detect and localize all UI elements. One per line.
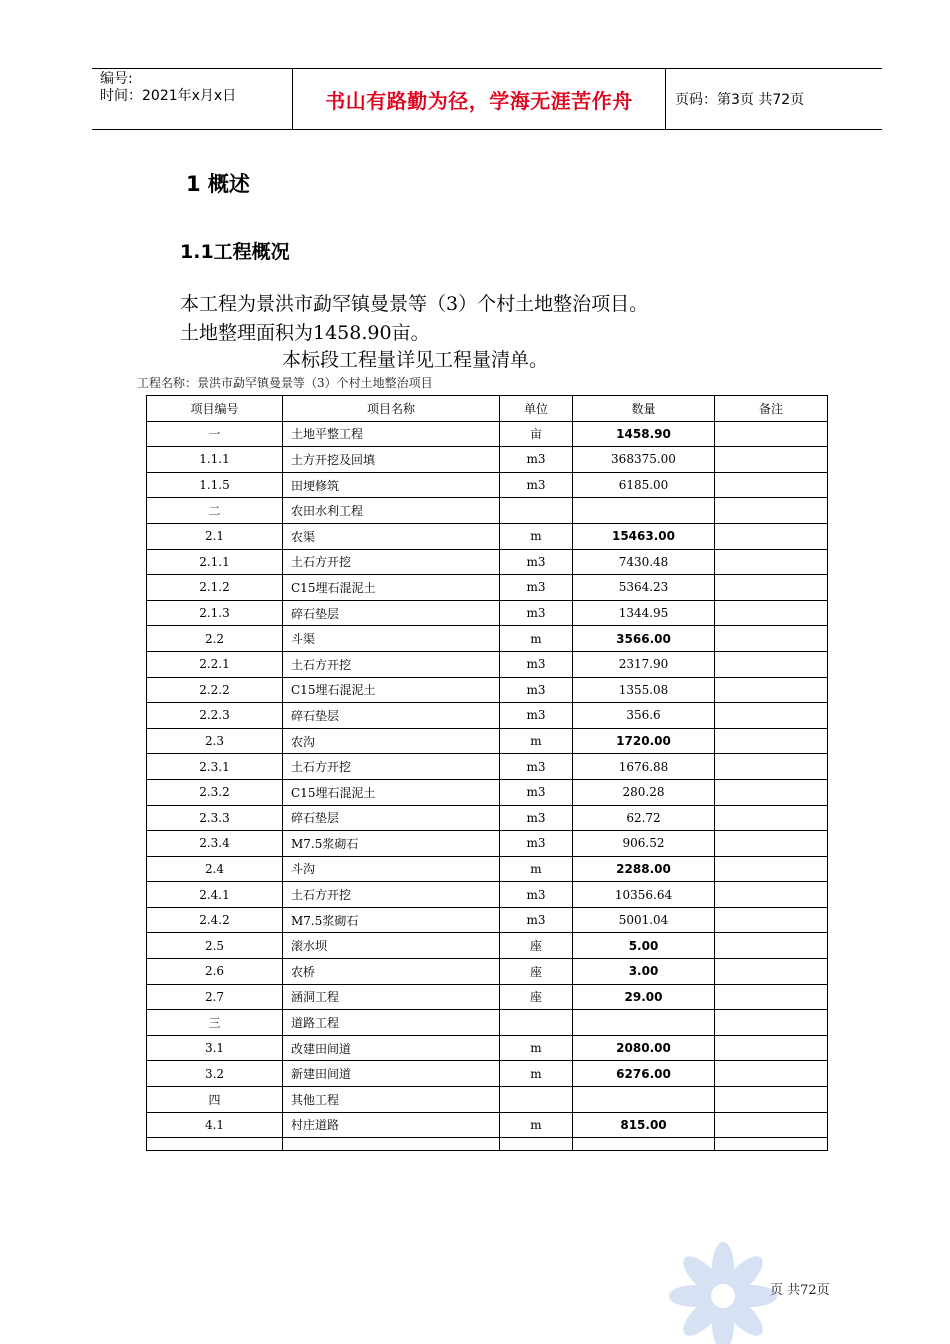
cell-remark (715, 498, 828, 524)
cell-remark (715, 1061, 828, 1087)
cell-empty (147, 1138, 283, 1151)
cell-unit: m (500, 626, 573, 652)
table-row (147, 959, 828, 985)
cell-quantity: 1458.90 (573, 421, 715, 447)
cell-remark (715, 779, 828, 805)
cell-remark (715, 1035, 828, 1061)
cell-code: 2.7 (147, 984, 283, 1010)
cell-name: M7.5浆砌石 (283, 831, 500, 857)
cell-unit: 座 (500, 959, 573, 985)
cell-empty (715, 1138, 828, 1151)
cell-name: 道路工程 (283, 1010, 500, 1036)
cell-unit (500, 498, 573, 524)
cell-quantity: 815.00 (573, 1112, 715, 1138)
cell-name: 斗沟 (283, 856, 500, 882)
cell-remark (715, 421, 828, 447)
table-row (147, 805, 828, 831)
cell-remark (715, 600, 828, 626)
cell-name: 涵洞工程 (283, 984, 500, 1010)
cell-remark (715, 959, 828, 985)
cell-remark (715, 805, 828, 831)
cell-name: C15埋石混泥土 (283, 677, 500, 703)
table-row (147, 933, 828, 959)
cell-name: 土石方开挖 (283, 754, 500, 780)
cell-unit: 座 (500, 933, 573, 959)
table-row-empty (147, 1138, 828, 1151)
header-number-label: 编号: (100, 71, 133, 87)
cell-code: 4.1 (147, 1112, 283, 1138)
page-footer: 页 共72页 (770, 1283, 830, 1298)
cell-name: 碎石垫层 (283, 805, 500, 831)
cell-name: M7.5浆砌石 (283, 907, 500, 933)
cell-name: 农沟 (283, 728, 500, 754)
cell-remark (715, 831, 828, 857)
cell-quantity: 5.00 (573, 933, 715, 959)
cell-unit: m3 (500, 575, 573, 601)
cell-name: 土石方开挖 (283, 882, 500, 908)
cell-remark (715, 549, 828, 575)
table-row (147, 626, 828, 652)
cell-remark (715, 1010, 828, 1036)
cell-quantity: 368375.00 (573, 447, 715, 473)
table-row (147, 907, 828, 933)
cell-code: 三 (147, 1010, 283, 1036)
cell-name: 土地平整工程 (283, 421, 500, 447)
table-row (147, 1087, 828, 1113)
cell-code: 2.3.1 (147, 754, 283, 780)
cell-remark (715, 703, 828, 729)
table-row (147, 728, 828, 754)
cell-unit: m3 (500, 831, 573, 857)
cell-code: 2.1 (147, 523, 283, 549)
watermark-snowflake-icon (668, 1240, 778, 1344)
cell-unit: m3 (500, 805, 573, 831)
table-row (147, 856, 828, 882)
cell-quantity: 3566.00 (573, 626, 715, 652)
cell-quantity (573, 498, 715, 524)
cell-remark (715, 984, 828, 1010)
cell-unit: m3 (500, 907, 573, 933)
table-row (147, 1112, 828, 1138)
cell-unit: 亩 (500, 421, 573, 447)
cell-code: 2.4 (147, 856, 283, 882)
cell-name: 土石方开挖 (283, 651, 500, 677)
cell-quantity: 5001.04 (573, 907, 715, 933)
cell-remark (715, 907, 828, 933)
cell-name: 斗渠 (283, 626, 500, 652)
cell-code: 2.3 (147, 728, 283, 754)
quantity-table (146, 395, 828, 1151)
table-row (147, 651, 828, 677)
cell-quantity: 15463.00 (573, 523, 715, 549)
cell-code: 2.2.3 (147, 703, 283, 729)
cell-remark (715, 523, 828, 549)
cell-name: 农桥 (283, 959, 500, 985)
header-divider (665, 69, 666, 129)
cell-remark (715, 754, 828, 780)
cell-code: 一 (147, 421, 283, 447)
cell-code: 2.1.1 (147, 549, 283, 575)
column-header-code: 项目编号 (147, 396, 283, 422)
table-row (147, 472, 828, 498)
header-motto: 书山有路勤为径，学海无涯苦作舟 (325, 88, 633, 113)
cell-quantity: 62.72 (573, 805, 715, 831)
cell-code: 3.2 (147, 1061, 283, 1087)
cell-quantity: 7430.48 (573, 549, 715, 575)
table-row (147, 600, 828, 626)
cell-code: 2.1.2 (147, 575, 283, 601)
cell-name: 土方开挖及回填 (283, 447, 500, 473)
table-caption: 工程名称：景洪市勐罕镇曼景等（3）个村土地整治项目 (137, 376, 433, 390)
cell-remark (715, 677, 828, 703)
cell-code: 2.2 (147, 626, 283, 652)
cell-quantity: 356.6 (573, 703, 715, 729)
table-row (147, 575, 828, 601)
cell-unit (500, 1010, 573, 1036)
cell-name: 滚水坝 (283, 933, 500, 959)
cell-remark (715, 1112, 828, 1138)
page-header (92, 68, 882, 130)
cell-remark (715, 575, 828, 601)
cell-name: 其他工程 (283, 1087, 500, 1113)
cell-unit: m (500, 728, 573, 754)
cell-code: 1.1.5 (147, 472, 283, 498)
column-header-name: 项目名称 (283, 396, 500, 422)
table-header-row (147, 396, 828, 422)
cell-name: 改建田间道 (283, 1035, 500, 1061)
cell-quantity: 10356.64 (573, 882, 715, 908)
cell-unit: m3 (500, 600, 573, 626)
table-row (147, 498, 828, 524)
cell-unit: m3 (500, 447, 573, 473)
cell-quantity: 6185.00 (573, 472, 715, 498)
cell-name: 新建田间道 (283, 1061, 500, 1087)
cell-name: 土石方开挖 (283, 549, 500, 575)
paragraph-area: 土地整理面积为1458.90亩。 (180, 322, 430, 344)
cell-code: 2.3.3 (147, 805, 283, 831)
table-row (147, 984, 828, 1010)
table-body (147, 421, 828, 1151)
cell-quantity: 2317.90 (573, 651, 715, 677)
cell-code: 2.5 (147, 933, 283, 959)
cell-quantity: 1720.00 (573, 728, 715, 754)
cell-quantity: 906.52 (573, 831, 715, 857)
cell-quantity: 2288.00 (573, 856, 715, 882)
cell-name: 农渠 (283, 523, 500, 549)
table-row (147, 677, 828, 703)
cell-unit: m3 (500, 549, 573, 575)
column-header-unit: 单位 (500, 396, 573, 422)
cell-unit (500, 1087, 573, 1113)
cell-quantity: 2080.00 (573, 1035, 715, 1061)
table-row (147, 549, 828, 575)
cell-code: 2.6 (147, 959, 283, 985)
cell-quantity: 1344.95 (573, 600, 715, 626)
cell-unit: m (500, 523, 573, 549)
cell-code: 2.4.1 (147, 882, 283, 908)
cell-quantity (573, 1010, 715, 1036)
header-meta (100, 71, 290, 105)
cell-name: 农田水利工程 (283, 498, 500, 524)
table-row (147, 1035, 828, 1061)
cell-remark (715, 882, 828, 908)
table-row (147, 831, 828, 857)
cell-quantity: 280.28 (573, 779, 715, 805)
cell-unit: m3 (500, 754, 573, 780)
cell-unit: m (500, 1061, 573, 1087)
cell-quantity (573, 1087, 715, 1113)
cell-unit: m (500, 856, 573, 882)
cell-name: 碎石垫层 (283, 600, 500, 626)
cell-unit: m3 (500, 651, 573, 677)
cell-code: 四 (147, 1087, 283, 1113)
subsection-heading: 1.1工程概况 (180, 241, 290, 263)
cell-quantity: 1676.88 (573, 754, 715, 780)
table-row (147, 1061, 828, 1087)
cell-remark (715, 933, 828, 959)
cell-unit: m3 (500, 472, 573, 498)
table-row (147, 754, 828, 780)
cell-code: 1.1.1 (147, 447, 283, 473)
table-row (147, 523, 828, 549)
table-row (147, 421, 828, 447)
cell-remark (715, 626, 828, 652)
cell-code: 二 (147, 498, 283, 524)
cell-name: C15埋石混泥土 (283, 575, 500, 601)
cell-empty (500, 1138, 573, 1151)
table-row (147, 882, 828, 908)
table-row (147, 703, 828, 729)
cell-unit: m (500, 1112, 573, 1138)
cell-name: 村庄道路 (283, 1112, 500, 1138)
cell-code: 2.4.2 (147, 907, 283, 933)
cell-unit: 座 (500, 984, 573, 1010)
table-row (147, 779, 828, 805)
cell-unit: m3 (500, 882, 573, 908)
section-heading: 1 概述 (186, 172, 250, 196)
column-header-quantity: 数量 (573, 396, 715, 422)
cell-unit: m (500, 1035, 573, 1061)
cell-quantity: 3.00 (573, 959, 715, 985)
cell-remark (715, 1087, 828, 1113)
header-page-info: 页码：第3页 共72页 (675, 92, 805, 108)
cell-code: 2.2.2 (147, 677, 283, 703)
cell-unit: m3 (500, 779, 573, 805)
cell-code: 2.1.3 (147, 600, 283, 626)
cell-remark (715, 856, 828, 882)
cell-code: 3.1 (147, 1035, 283, 1061)
cell-code: 2.3.4 (147, 831, 283, 857)
cell-code: 2.2.1 (147, 651, 283, 677)
cell-unit: m3 (500, 677, 573, 703)
table-row (147, 1010, 828, 1036)
cell-remark (715, 651, 828, 677)
cell-empty (573, 1138, 715, 1151)
cell-empty (283, 1138, 500, 1151)
cell-name: C15埋石混泥土 (283, 779, 500, 805)
cell-code: 2.3.2 (147, 779, 283, 805)
paragraph-quantity-note: 本标段工程量详见工程量清单。 (282, 349, 549, 371)
cell-remark (715, 472, 828, 498)
cell-unit: m3 (500, 703, 573, 729)
cell-remark (715, 447, 828, 473)
cell-name: 田埂修筑 (283, 472, 500, 498)
header-time-label: 时间：2021年x月x日 (100, 88, 237, 104)
cell-quantity: 5364.23 (573, 575, 715, 601)
table-row (147, 447, 828, 473)
cell-quantity: 6276.00 (573, 1061, 715, 1087)
column-header-remark: 备注 (715, 396, 828, 422)
cell-remark (715, 728, 828, 754)
cell-name: 碎石垫层 (283, 703, 500, 729)
cell-quantity: 1355.08 (573, 677, 715, 703)
paragraph-project: 本工程为景洪市勐罕镇曼景等（3）个村土地整治项目。 (180, 293, 649, 315)
cell-quantity: 29.00 (573, 984, 715, 1010)
